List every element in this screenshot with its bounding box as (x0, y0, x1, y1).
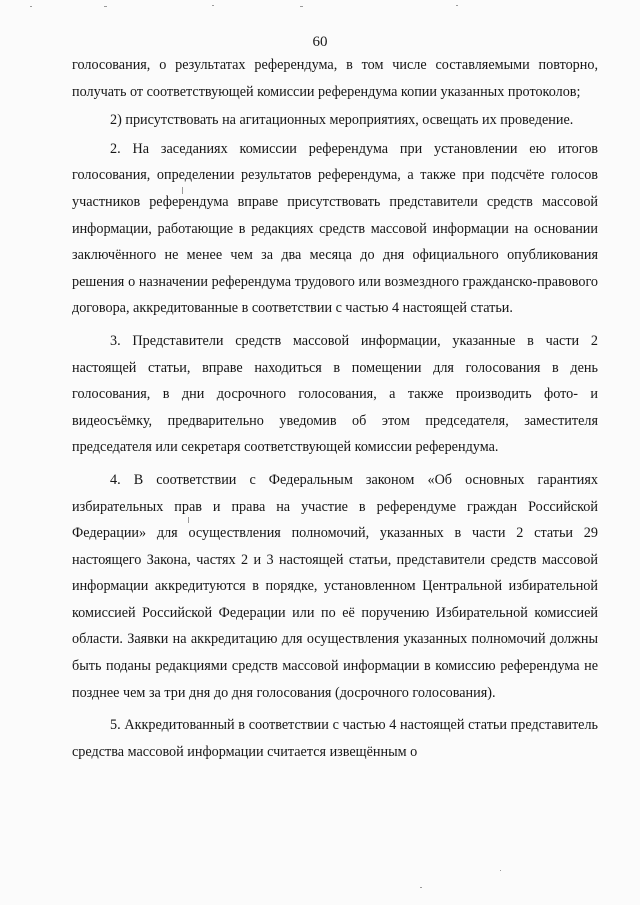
document-body (72, 52, 598, 765)
paragraph-part-4: 4. В соответствии с Федеральным законом «Об основных гарантиях избирательных прав и права на участие в референдуме граждан Российской Федерации» для осуществления полномочий, указанных в части 2 статьи 29 настоящего Закона, частях 2 и 3 настоящей статьи, представители средств массовой информации аккредитуются в порядке, установленном Центральной избирательной комиссией Российской Федерации или по её поручению Избирательной комиссией области. Заявки на аккредитацию для осуществления указанных полномочий должны быть поданы редакциями средств массовой информации в комиссию референдума не позднее чем за три дня до дня голосования (досрочного голосования). (72, 471, 598, 701)
scan-artifact (212, 5, 214, 6)
page-number: 60 (312, 34, 328, 50)
scan-artifact (300, 6, 303, 7)
scan-artifact (182, 187, 183, 194)
scan-artifact (500, 870, 501, 871)
scan-artifact (420, 887, 422, 888)
scan-artifact (30, 6, 32, 7)
paragraph-part-5: 5. Аккредитованный в соответствии с частью 4 настоящей статьи представитель средства массовой информации считается извещённым о (72, 717, 598, 760)
paragraph-part-3: 3. Представители средств массовой информации, указанные в части 2 настоящей статьи, вправе находиться в помещении для голосования в день голосования, в дни досрочного голосования, а также производить фото- и видеосъёмку, предварительно уведомив об этом председателя, заместителя председателя или секретаря соответствующей комиссии референдума. (72, 332, 598, 456)
scan-artifact (188, 517, 189, 523)
scan-artifact (456, 5, 458, 6)
paragraph-continuation: голосования, о результатах референдума, в том числе составляемыми повторно, получать от соответствующей комиссии референдума копии указанных протоколов; (72, 57, 598, 100)
scan-artifact (104, 6, 107, 7)
paragraph-item-2-subpoint: 2) присутствовать на агитационных мероприятиях, освещать их проведение. (110, 112, 574, 129)
paragraph-part-2: 2. На заседаниях комиссии референдума при установлении ею итогов голосования, определении результатов референдума, а также при подсчёте голосов участников референдума вправе присутствовать представители средств массовой информации, работающие в редакциях средств массовой информации на основании заключённого не менее чем за два месяца до дня официального опубликования решения о назначении референдума трудового или возмездного гражданско-правового договора, аккредитованные в соответствии с частью 4 настоящей статьи. (72, 140, 598, 317)
